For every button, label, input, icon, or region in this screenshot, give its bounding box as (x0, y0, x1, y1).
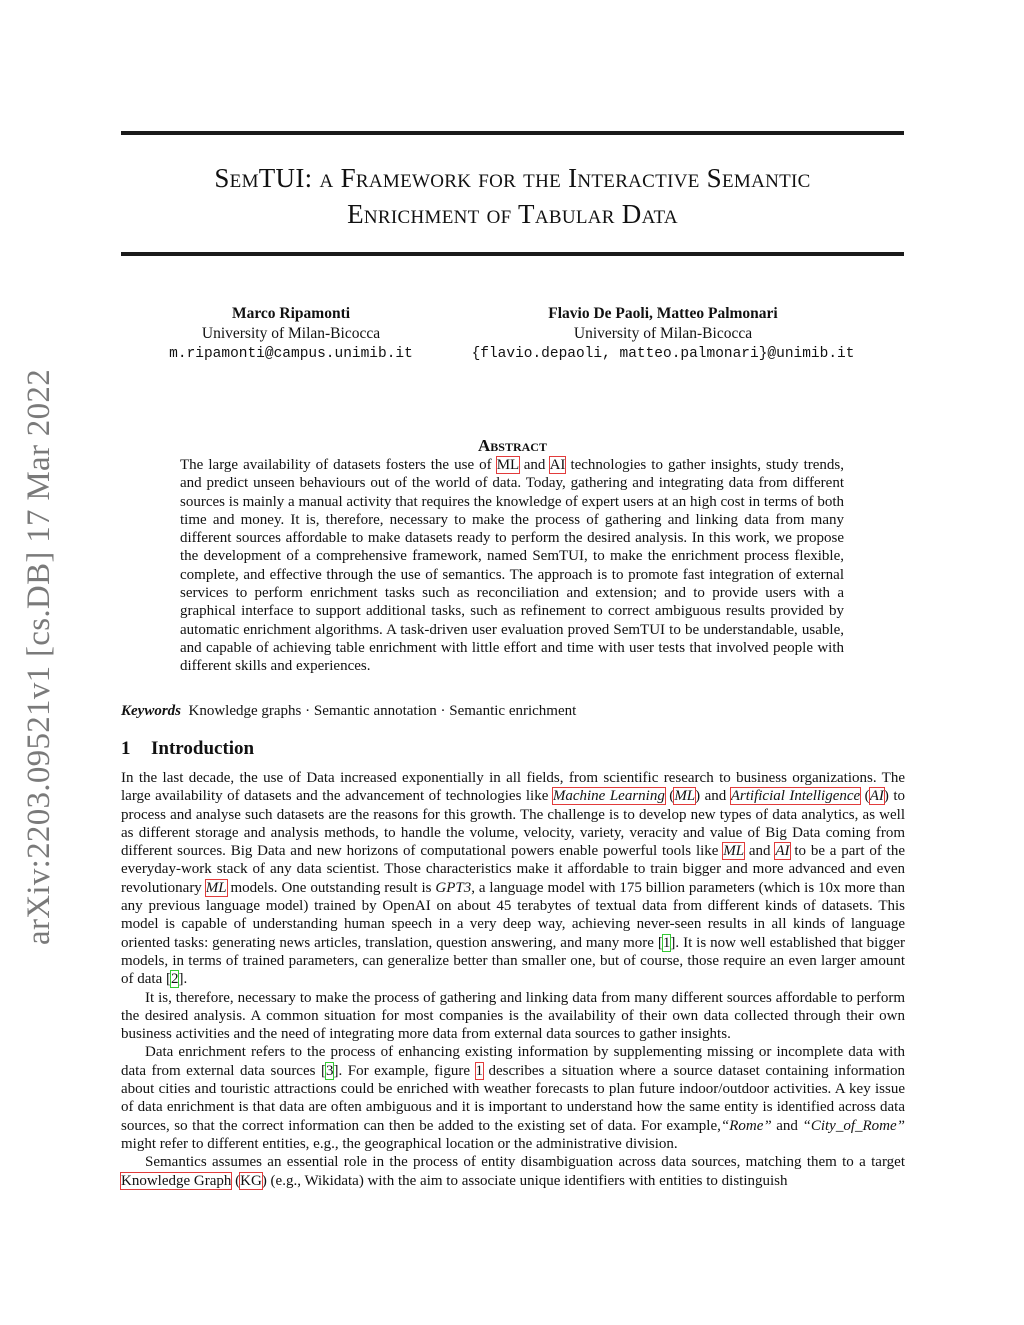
glossary-link-knowledge-graph[interactable]: Knowledge Graph (121, 1172, 232, 1189)
author-email[interactable]: {flavio.depaoli, matteo.palmonari}@unimib.it (471, 346, 855, 362)
text-run: ( (664, 788, 675, 805)
paragraph-2: It is, therefore, necessary to make the process of gathering and linking data from many different sources affordable to perform the desired analysis. A common situation for most companies is the availability of their own data collected through their own business activities and the need of integrating more data from external data sources to gather insights. (121, 989, 905, 1043)
text-run: Data enrichment refers to the process of enhancing existing information by supplementing missing or incomplete data with data from external data sources [ (121, 1044, 905, 1079)
citation-link-1[interactable]: 1 (662, 934, 671, 951)
keywords-label: Keywords (121, 703, 181, 719)
text-run: Semantics assumes an essential role in the process of entity disambiguation across data sources, matching them to a target (145, 1154, 905, 1171)
text-run: ) to process and analyse such datasets are the reasons for this growth. The challenge is to develop new types of data analytics, as well as different storage and analysis methods, to handle the volume, velocity, variety, veracity and value of Big Data coming from different sources. Big Data and new horizons of computational powers enable powerful tools like (121, 788, 905, 860)
figure-link-1[interactable]: 1 (475, 1062, 483, 1079)
text-run: ( (860, 788, 870, 805)
acronym-link-ml[interactable]: ML (723, 843, 745, 860)
author-name: Flavio De Paoli, Matteo Palmonari (548, 305, 778, 322)
acronym-link-kg[interactable]: KG (240, 1172, 262, 1189)
acronym-link-ai[interactable]: AI (869, 788, 884, 805)
gpt3-term: GPT3 (435, 879, 472, 896)
keywords-text: Knowledge graphs · Semantic annotation · Semantic enrichment (188, 703, 577, 719)
section-title: Introduction (151, 738, 255, 759)
abstract-text-part: The large availability of datasets fosters the use of (180, 457, 497, 473)
title-line-1: SemTUI: a Framework for the Interactive Semantic (214, 163, 811, 193)
text-run: and (771, 1117, 803, 1134)
glossary-link-machine-learning[interactable]: Machine Learning (552, 788, 665, 805)
abstract-text (180, 456, 844, 676)
author-affiliation: University of Milan-Bicocca (201, 325, 381, 342)
example-term-rome: “Rome” (720, 1117, 772, 1134)
text-run: describes a situation where a source dataset containing information about cities and touristic attractions could be enriched with weather forecasts to plan future indoor/outdoor activities. A key issue of data enrichment is that data are often ambiguous and it is important to understand how the same entity is identified across data sources, so that the correct information can then be added to the existing set of data. For example, (121, 1062, 905, 1134)
text-run: ]. For example, figure (333, 1062, 476, 1079)
text-run: models. One outstanding result is (226, 879, 436, 896)
paragraph-1 (121, 769, 905, 989)
section-number: 1 (121, 738, 131, 759)
text-run: ) and (695, 788, 731, 805)
title-line-2: Enrichment of Tabular Data (347, 199, 678, 229)
top-rule (121, 131, 904, 135)
body-text (121, 769, 905, 1190)
arxiv-identifier: arXiv:2203.09521v1 [cs.DB] 17 Mar 2022 (21, 369, 57, 945)
acronym-link-ml[interactable]: ML (496, 457, 519, 473)
author-block-1 (160, 304, 422, 364)
paragraph-4 (121, 1153, 905, 1190)
author-name: Marco Ripamonti (231, 305, 351, 322)
text-run: ]. (178, 971, 188, 988)
text-run: ]. It is now well established that bigger models, in terms of trained parameters, can generalize better than smaller one, but of course, those require an even larger amount of data [ (121, 934, 905, 988)
abstract-text-part: technologies to gather insights, study trends, and predict unseen behaviours out of the world of data. Today, gathering and integrating data from different sources is mainly a manual activity that requires the knowledge of expert users at an high cost in terms of both time and money. It is, therefore, necessary to make the process of gathering and linking data from many different sources affordable to make datasets ready to perform the desired analysis. In this work, we propose the development of a comprehensive framework, named SemTUI, to make the enrichment process flexible, complete, and effective through the use of semantics. The approach is to promote fast integration of external services to perform enrichment tasks such as reconciliation and extension; and to provide users with a graphical interface to support additional tasks, such as refinement to correct ambiguous results provided by automatic enrichment algorithms. A task-driven user evaluation proved SemTUI to be understandable, usable, and capable of achieving table enrichment with little effort and time with user tests that involved people with different skills and experiences. (180, 457, 844, 675)
acronym-link-ai[interactable]: AI (549, 457, 566, 473)
abstract-text-part: and (518, 457, 550, 473)
text-run: ) (e.g., Wikidata) with the aim to associate unique identifiers with entities to distinguish (261, 1172, 788, 1189)
example-term-city-of-rome: “City_of_Rome” (802, 1117, 905, 1134)
bottom-rule (121, 252, 904, 256)
citation-link-2[interactable]: 2 (170, 971, 179, 988)
citation-link-3[interactable]: 3 (325, 1062, 334, 1079)
abstract-heading: Abstract (478, 436, 547, 455)
acronym-link-ml[interactable]: ML (674, 788, 696, 805)
glossary-link-artificial-intelligence[interactable]: Artificial Intelligence (730, 788, 861, 805)
text-run: ( (231, 1172, 241, 1189)
paragraph-3 (121, 1043, 905, 1153)
text-run: might refer to different entities, e.g., the geographical location or the administrative division. (121, 1135, 678, 1152)
section-heading (121, 738, 254, 760)
keywords (121, 703, 576, 720)
text-run: In the last decade, the use of Data increased exponentially in all fields, from scientific research to business organizations. The large availability of datasets and the advancement of technologies like (121, 770, 905, 805)
author-email[interactable]: m.ripamonti@campus.unimib.it (169, 346, 413, 362)
acronym-link-ai[interactable]: AI (775, 843, 790, 860)
text-run: and (744, 843, 776, 860)
acronym-link-ml[interactable]: ML (205, 879, 227, 896)
author-block-2 (462, 304, 864, 364)
paper-title (121, 160, 904, 232)
text-run: , a language model with 175 billion parameters (which is 10x more than any previous language model) trained by OpenAI on about 45 terabytes of textual data from different kinds of datasets. This model is capable of understanding human speech in a very deep way, achieving never-seen results in all kinds of language oriented tasks: generating news articles, translation, question answering, and many more [ (121, 879, 905, 951)
text-run: to be a part of the everyday-work stack of any data scientist. Those characteristics make it affordable to train bigger and more advanced and even revolutionary (121, 843, 905, 896)
author-affiliation: University of Milan-Bicocca (573, 325, 753, 342)
